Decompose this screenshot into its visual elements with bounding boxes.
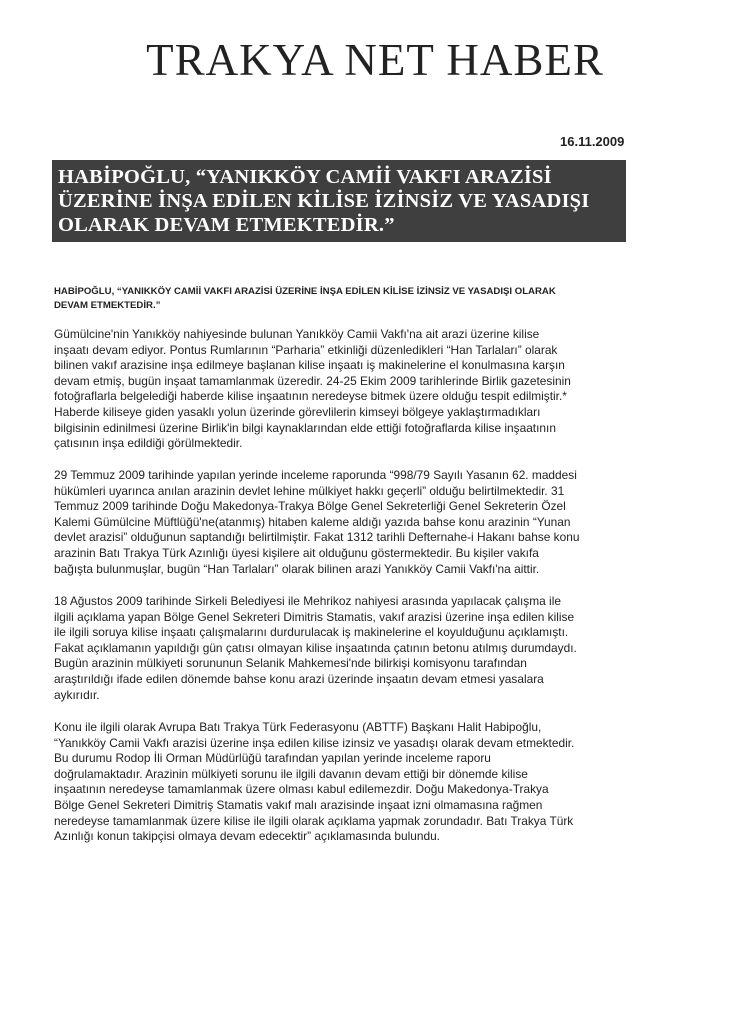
paragraph-line: Bölge Genel Sekreteri Dimitriş Stamatis vakıf malı arazisinde inşaat izni olmamasına rağmen (54, 797, 543, 812)
paragraph-line: arazinin Batı Trakya Türk Azınlığı üyesi kişilere ait olduğunu göstermektedir. Bu kişiler vakıfa (54, 545, 539, 560)
paragraph-line: ilgili açıklama yapan Bölge Genel Sekreteri Dimitris Stamatis, vakıf arazisi üzerine inşa edilen kilise (54, 609, 575, 624)
headline-line: ÜZERİNE İNŞA EDİLEN KİLİSE İZİNSİZ VE YASADIŞI (58, 190, 590, 212)
paragraph-line: devam etmiş, bugün inşaat tamamlanmak üzeredir. 24-25 Ekim 2009 tarihlerinde Birlik gazetesinin (54, 373, 571, 388)
paragraph-line: Temmuz 2009 tarihinde Doğu Makedonya-Trakya Bölge Genel Sekreterliği Genel Sekreterin Özel (54, 499, 566, 514)
paragraph-line: bilgisinin edinilmesi üzerine Birlik'in bilgi kaynaklarından elde ettiği fotoğraflarda kilise inşaatının (54, 420, 556, 435)
paragraph-line: aykırıdır. (54, 687, 100, 702)
article-paragraph-4 (54, 720, 700, 845)
headline-banner (52, 160, 626, 242)
paragraph-line: Azınlığı konun takipçisi olmaya devam edecektir” açıklamasında bulundu. (54, 829, 440, 844)
paragraph-line: Haberde kiliseye giden yasaklı yolun üzerinde görevlilerin kimseyi bölgeye yaklaştırmadıkları (54, 404, 541, 419)
paragraph-line: Kalemi Gümülcine Müftlüğü'ne(atanmış) hitaben kaleme aldığı yazıda bahse konu arazinin “Yunan (54, 514, 571, 529)
paragraph-line: doğrulamaktadır. Arazinin mülkiyeti sorunu ile ilgili davanın devam ettiği bir dönemde kilise (54, 766, 528, 781)
paragraph-line: Konu ile ilgili olarak Avrupa Batı Trakya Türk Federasyonu (ABTTF) Başkanı Halit Habipoğlu, (54, 720, 542, 734)
paragraph-line: devlet arazisi” olduğunun saptandığı belirtilmiştir. Fakat 1312 tarihli Defternahe-i Hakanı bahse konu (54, 530, 580, 545)
paragraph-line: Bu durumu Rodop İli Orman Müdürlüğü tarafından yapılan yerinde inceleme raporu (54, 751, 491, 766)
paragraph-line: neredeyse tamamlanmak üzere kilise ile ilgili olarak açıklama yapmak zorundadır. Batı Trakya Türk (54, 813, 574, 828)
paragraph-line: fotoğraflarla belgelediği haberde kilise inşaatının neredeyse bitmek üzere olduğu tespit edilmiştir.* (54, 389, 567, 404)
article-subheading (54, 285, 694, 313)
paragraph-line: hükümleri uyarınca anılan arazinin devlet lehine mülkiyet hakkı geçerli” olduğu belirtilmektedir. 31 (54, 483, 565, 498)
paragraph-line: 29 Temmuz 2009 tarihinde yapılan yerinde inceleme raporunda “998/79 Sayılı Yasanın 62. maddesi (54, 468, 577, 482)
paragraph-line: Bugün arazinin mülkiyeti sorununun Selanik Mahkemesi'nde bilirkişi komisyonu tarafından (54, 656, 527, 671)
headline-line: HABİPOĞLU, “YANIKKÖY CAMİİ VAKFI ARAZİSİ (58, 166, 552, 188)
article-paragraph-1 (54, 327, 700, 452)
subheading-line: HABİPOĞLU, “YANIKKÖY CAMİİ VAKFI ARAZİSİ ÜZERİNE İNŞA EDİLEN KİLİSE İZİNSİZ VE YASADIŞI OLARAK (54, 286, 556, 297)
paragraph-line: araştırıldığı ifade edilen dönemde bahse konu arazi üzerinde inşaatın devam etmesi yasalara (54, 671, 544, 686)
subheading-line: DEVAM ETMEKTEDİR.” (54, 300, 161, 311)
paragraph-line: çatısının inşa edildiği görülmektedir. (54, 436, 243, 451)
paragraph-line: 18 Ağustos 2009 tarihinde Sirkeli Belediyesi ile Mehrikoz nahiyesi arasında yapılacak çalışma ile (54, 594, 561, 608)
paragraph-line: inşaatının neredeyse tamamlanmak üzere olması kabul edilemezdir. Doğu Makedonya-Trakya (54, 782, 549, 797)
paragraph-line: bağışta bulunmuşlar, bugün “Han Tarlaları” olarak bilinen arazi Yanıkköy Camii Vakfı'na aittir. (54, 561, 540, 576)
headline-line: OLARAK DEVAM ETMEKTEDİR.” (58, 214, 395, 236)
article-paragraph-3 (54, 594, 700, 703)
publication-date: 16.11.2009 (560, 134, 625, 149)
paragraph-line: Fakat açıklamanın yapıldığı gün çatısı olmayan kilise inşaatında çatının betonu atılmış durumdaydı. (54, 640, 577, 655)
paragraph-line: “Yanıkköy Camii Vakfı arazisi üzerine inşa edilen kilise izinsiz ve yasadışı olarak devam etmektedir. (54, 735, 575, 750)
newspaper-masthead: TRAKYA NET HABER (146, 35, 604, 85)
paragraph-line: Gümülcine'nin Yanıkköy nahiyesinde bulunan Yanıkköy Camii Vakfı'na ait arazi üzerine kilise (54, 327, 540, 341)
paragraph-line: bilinen vakıf arazisine inşa edilmeye başlanan kilise inşaatı iş makinelerine el konulmasına karşın (54, 358, 565, 373)
paragraph-line: ile ilgili soruya kilise inşaatı çalışmalarını durdurulacak iş makinelerine el koyulduğunu açıklamıştı. (54, 625, 569, 640)
paragraph-line: inşaatı devam ediyor. Pontus Rumlarının “Parharia” etkinliği düzenledikleri “Han Tarlaları” olarak (54, 342, 558, 357)
article-paragraph-2 (54, 468, 700, 577)
